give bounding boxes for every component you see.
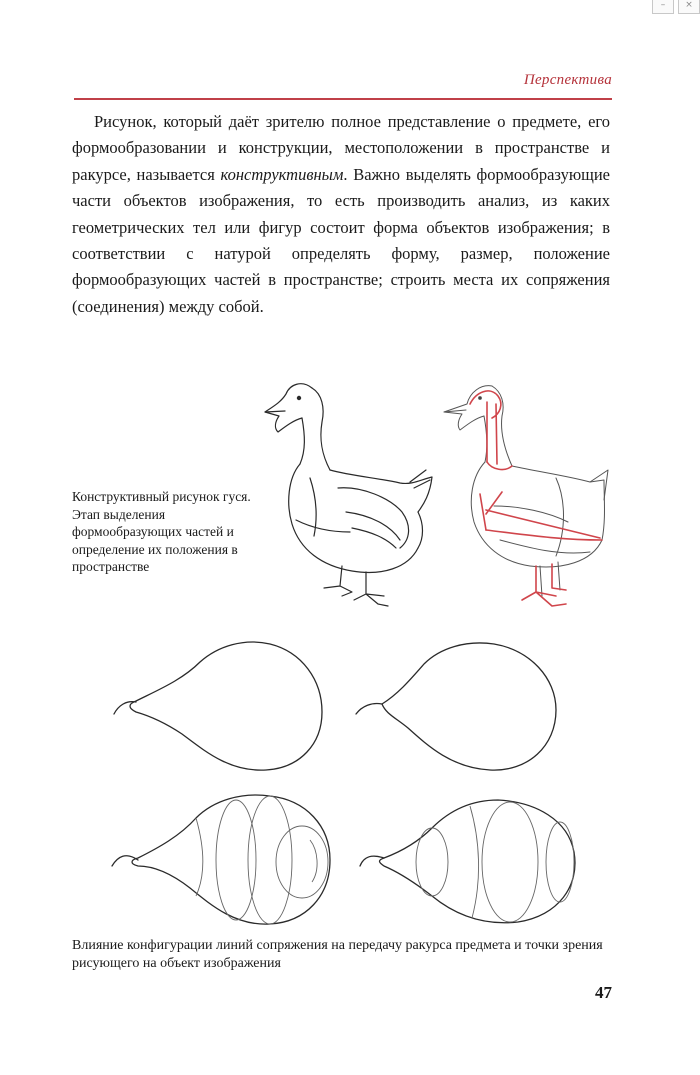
goose-figure-caption: Конструктивный рисунок гуся. Этап выделения формообразующих частей и определение их положения в пространстве <box>72 489 251 574</box>
close-button[interactable]: × <box>678 0 700 14</box>
running-header-title: Перспектива <box>523 72 612 88</box>
pear-drawing-contour-1 <box>114 642 322 770</box>
pear-drawing-sections-1 <box>112 795 330 924</box>
pear-drawing-contour-2 <box>356 643 556 770</box>
goose-construction-lines <box>470 391 602 606</box>
goose-drawing-finished <box>265 384 432 606</box>
paragraph-text-end: . Важно выделять формообразующие части объектов изображения, то есть производить анализ, из каких геометрических тел или фигур состоит форма объектов изображения; в соответствии с натурой определять форму, размер, положение формообразующих частей в пространстве; строить места их сопряжения (соединения) между собой. <box>72 164 611 316</box>
pear-figure-caption: Влияние конфигурации линий сопряжения на передачу ракурса предмета и точки зрения рисующего на объект изображения <box>72 938 603 971</box>
pear-sections-2 <box>416 802 574 922</box>
italic-term: конструктивным <box>220 164 344 184</box>
pear-drawing-sections-2 <box>360 800 575 923</box>
minimize-button[interactable]: – <box>652 0 674 14</box>
goose-drawing-construction <box>444 386 608 596</box>
paragraph-text-start: Рисунок, который даёт зрителю полное представление о предмете, его формообразовании и конструкции, местоположении в пространстве и ракурсе, называется <box>72 112 610 184</box>
page-number: 47 <box>595 983 612 1002</box>
pear-sections-1 <box>196 796 328 924</box>
